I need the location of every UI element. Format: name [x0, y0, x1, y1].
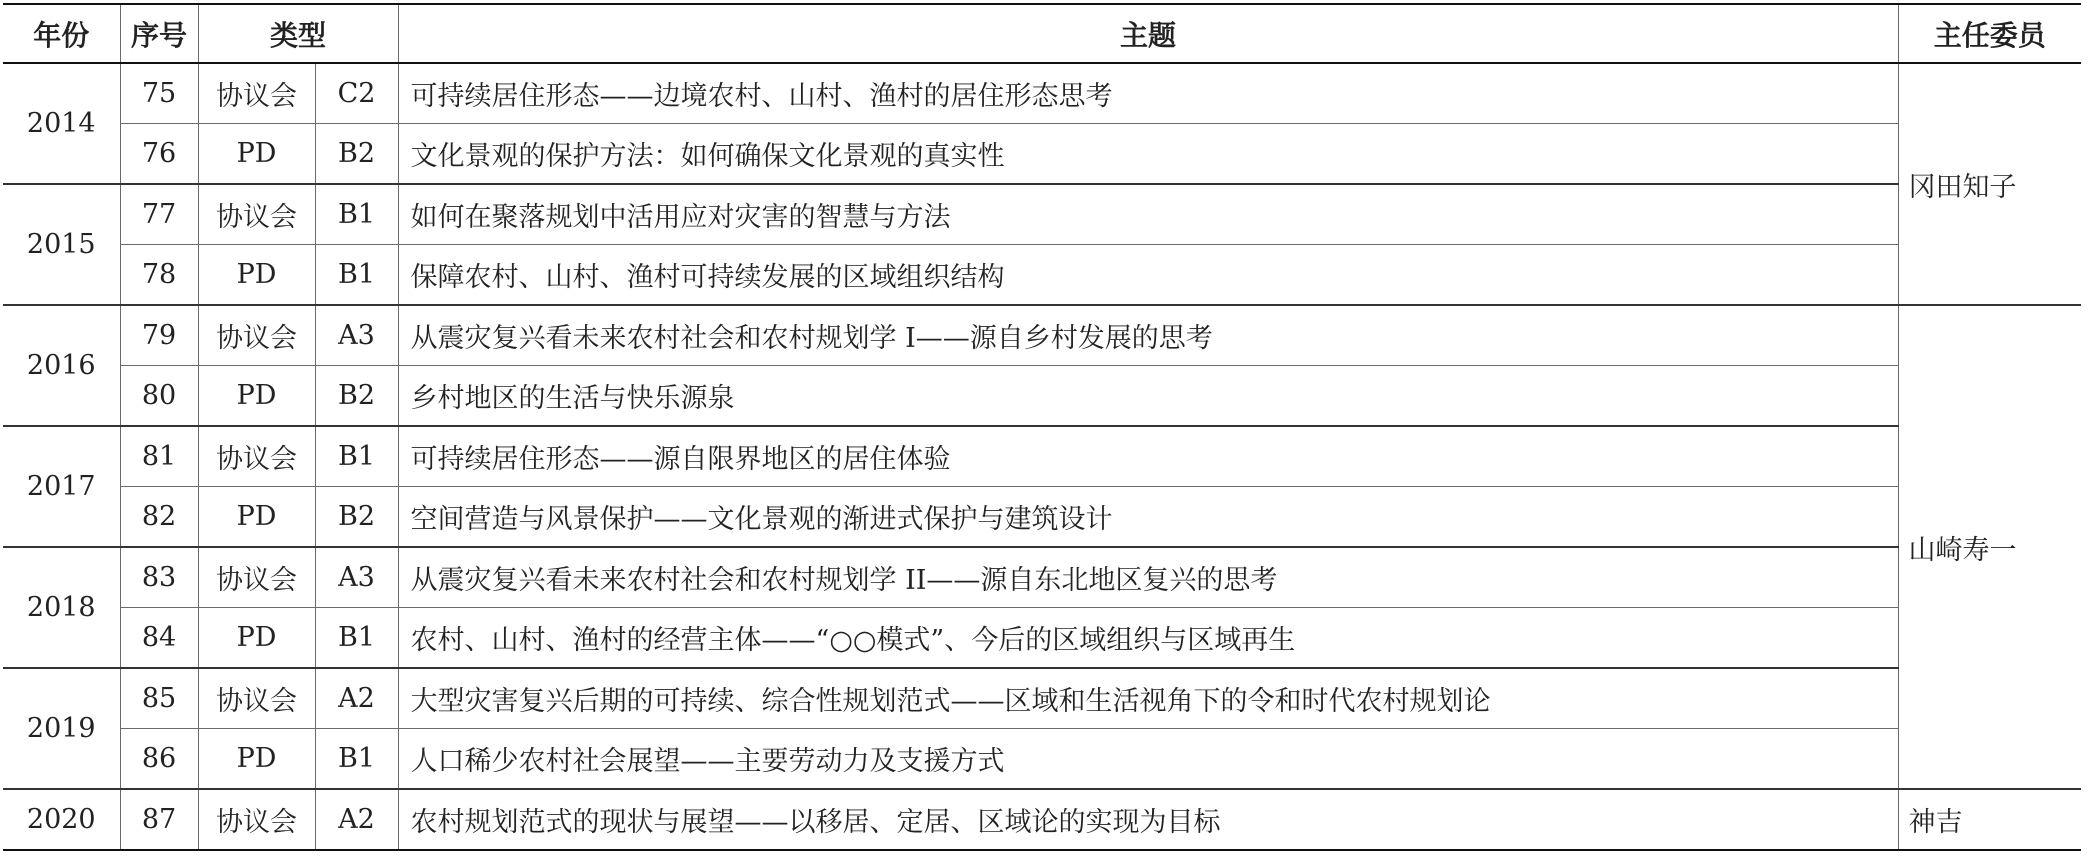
number-cell: 84 — [120, 608, 198, 669]
number-cell: 79 — [120, 305, 198, 366]
category-cell: 协议会 — [198, 426, 315, 487]
director-cell: 山崎寿一 — [1898, 305, 2081, 789]
table-row — [3, 789, 2081, 850]
director-cell: 冈田知子 — [1898, 63, 2081, 305]
level-cell: B1 — [315, 729, 398, 790]
table-row — [3, 487, 2081, 548]
topic-cell: 可持续居住形态——边境农村、山村、渔村的居住形态思考 — [398, 63, 1898, 124]
category-cell: PD — [198, 487, 315, 548]
topic-cell: 保障农村、山村、渔村可持续发展的区域组织结构 — [398, 245, 1898, 306]
category-cell: PD — [198, 729, 315, 790]
header-row — [3, 4, 2081, 63]
header-year: 年份 — [3, 4, 120, 63]
number-cell: 76 — [120, 124, 198, 185]
table-row — [3, 245, 2081, 306]
category-cell: 协议会 — [198, 547, 315, 608]
number-cell: 81 — [120, 426, 198, 487]
level-cell: B2 — [315, 124, 398, 185]
level-cell: B1 — [315, 184, 398, 245]
year-cell: 2019 — [3, 668, 120, 789]
level-cell: B2 — [315, 366, 398, 427]
table-row — [3, 184, 2081, 245]
number-cell: 77 — [120, 184, 198, 245]
level-cell: B1 — [315, 608, 398, 669]
category-cell: 协议会 — [198, 63, 315, 124]
category-cell: 协议会 — [198, 305, 315, 366]
number-cell: 80 — [120, 366, 198, 427]
level-cell: A2 — [315, 668, 398, 729]
topic-cell: 可持续居住形态——源自限界地区的居住体验 — [398, 426, 1898, 487]
level-cell: C2 — [315, 63, 398, 124]
year-cell: 2016 — [3, 305, 120, 426]
category-cell: PD — [198, 608, 315, 669]
topic-cell: 大型灾害复兴后期的可持续、综合性规划范式——区域和生活视角下的令和时代农村规划论 — [398, 668, 1898, 729]
level-cell: B1 — [315, 426, 398, 487]
table-row — [3, 608, 2081, 669]
number-cell: 87 — [120, 789, 198, 850]
topic-cell: 文化景观的保护方法：如何确保文化景观的真实性 — [398, 124, 1898, 185]
number-cell: 85 — [120, 668, 198, 729]
category-cell: 协议会 — [198, 668, 315, 729]
category-cell: 协议会 — [198, 184, 315, 245]
header-type: 类型 — [198, 4, 398, 63]
level-cell: A2 — [315, 789, 398, 850]
table-row — [3, 305, 2081, 366]
topic-cell: 空间营造与风景保护——文化景观的渐进式保护与建筑设计 — [398, 487, 1898, 548]
category-cell: PD — [198, 245, 315, 306]
level-cell: A3 — [315, 547, 398, 608]
topic-cell: 从震灾复兴看未来农村社会和农村规划学 II——源自东北地区复兴的思考 — [398, 547, 1898, 608]
number-cell: 75 — [120, 63, 198, 124]
table-row — [3, 668, 2081, 729]
conference-table — [3, 3, 2081, 851]
table-row — [3, 124, 2081, 185]
header-director: 主任委员 — [1898, 4, 2081, 63]
year-cell: 2017 — [3, 426, 120, 547]
topic-cell: 农村规划范式的现状与展望——以移居、定居、区域论的实现为目标 — [398, 789, 1898, 850]
table-row — [3, 366, 2081, 427]
category-cell: PD — [198, 124, 315, 185]
topic-cell: 乡村地区的生活与快乐源泉 — [398, 366, 1898, 427]
table-row — [3, 729, 2081, 790]
year-cell: 2014 — [3, 63, 120, 184]
number-cell: 78 — [120, 245, 198, 306]
table-row — [3, 63, 2081, 124]
topic-cell: 从震灾复兴看未来农村社会和农村规划学 I——源自乡村发展的思考 — [398, 305, 1898, 366]
number-cell: 83 — [120, 547, 198, 608]
level-cell: B1 — [315, 245, 398, 306]
level-cell: A3 — [315, 305, 398, 366]
level-cell: B2 — [315, 487, 398, 548]
number-cell: 86 — [120, 729, 198, 790]
topic-cell: 农村、山村、渔村的经营主体——“○○模式”、今后的区域组织与区域再生 — [398, 608, 1898, 669]
table-row — [3, 426, 2081, 487]
category-cell: PD — [198, 366, 315, 427]
header-no: 序号 — [120, 4, 198, 63]
director-cell: 神吉 — [1898, 789, 2081, 850]
topic-cell: 人口稀少农村社会展望——主要劳动力及支援方式 — [398, 729, 1898, 790]
table-row — [3, 547, 2081, 608]
header-topic: 主题 — [398, 4, 1898, 63]
year-cell: 2020 — [3, 789, 120, 850]
year-cell: 2018 — [3, 547, 120, 668]
number-cell: 82 — [120, 487, 198, 548]
year-cell: 2015 — [3, 184, 120, 305]
topic-cell: 如何在聚落规划中活用应对灾害的智慧与方法 — [398, 184, 1898, 245]
category-cell: 协议会 — [198, 789, 315, 850]
